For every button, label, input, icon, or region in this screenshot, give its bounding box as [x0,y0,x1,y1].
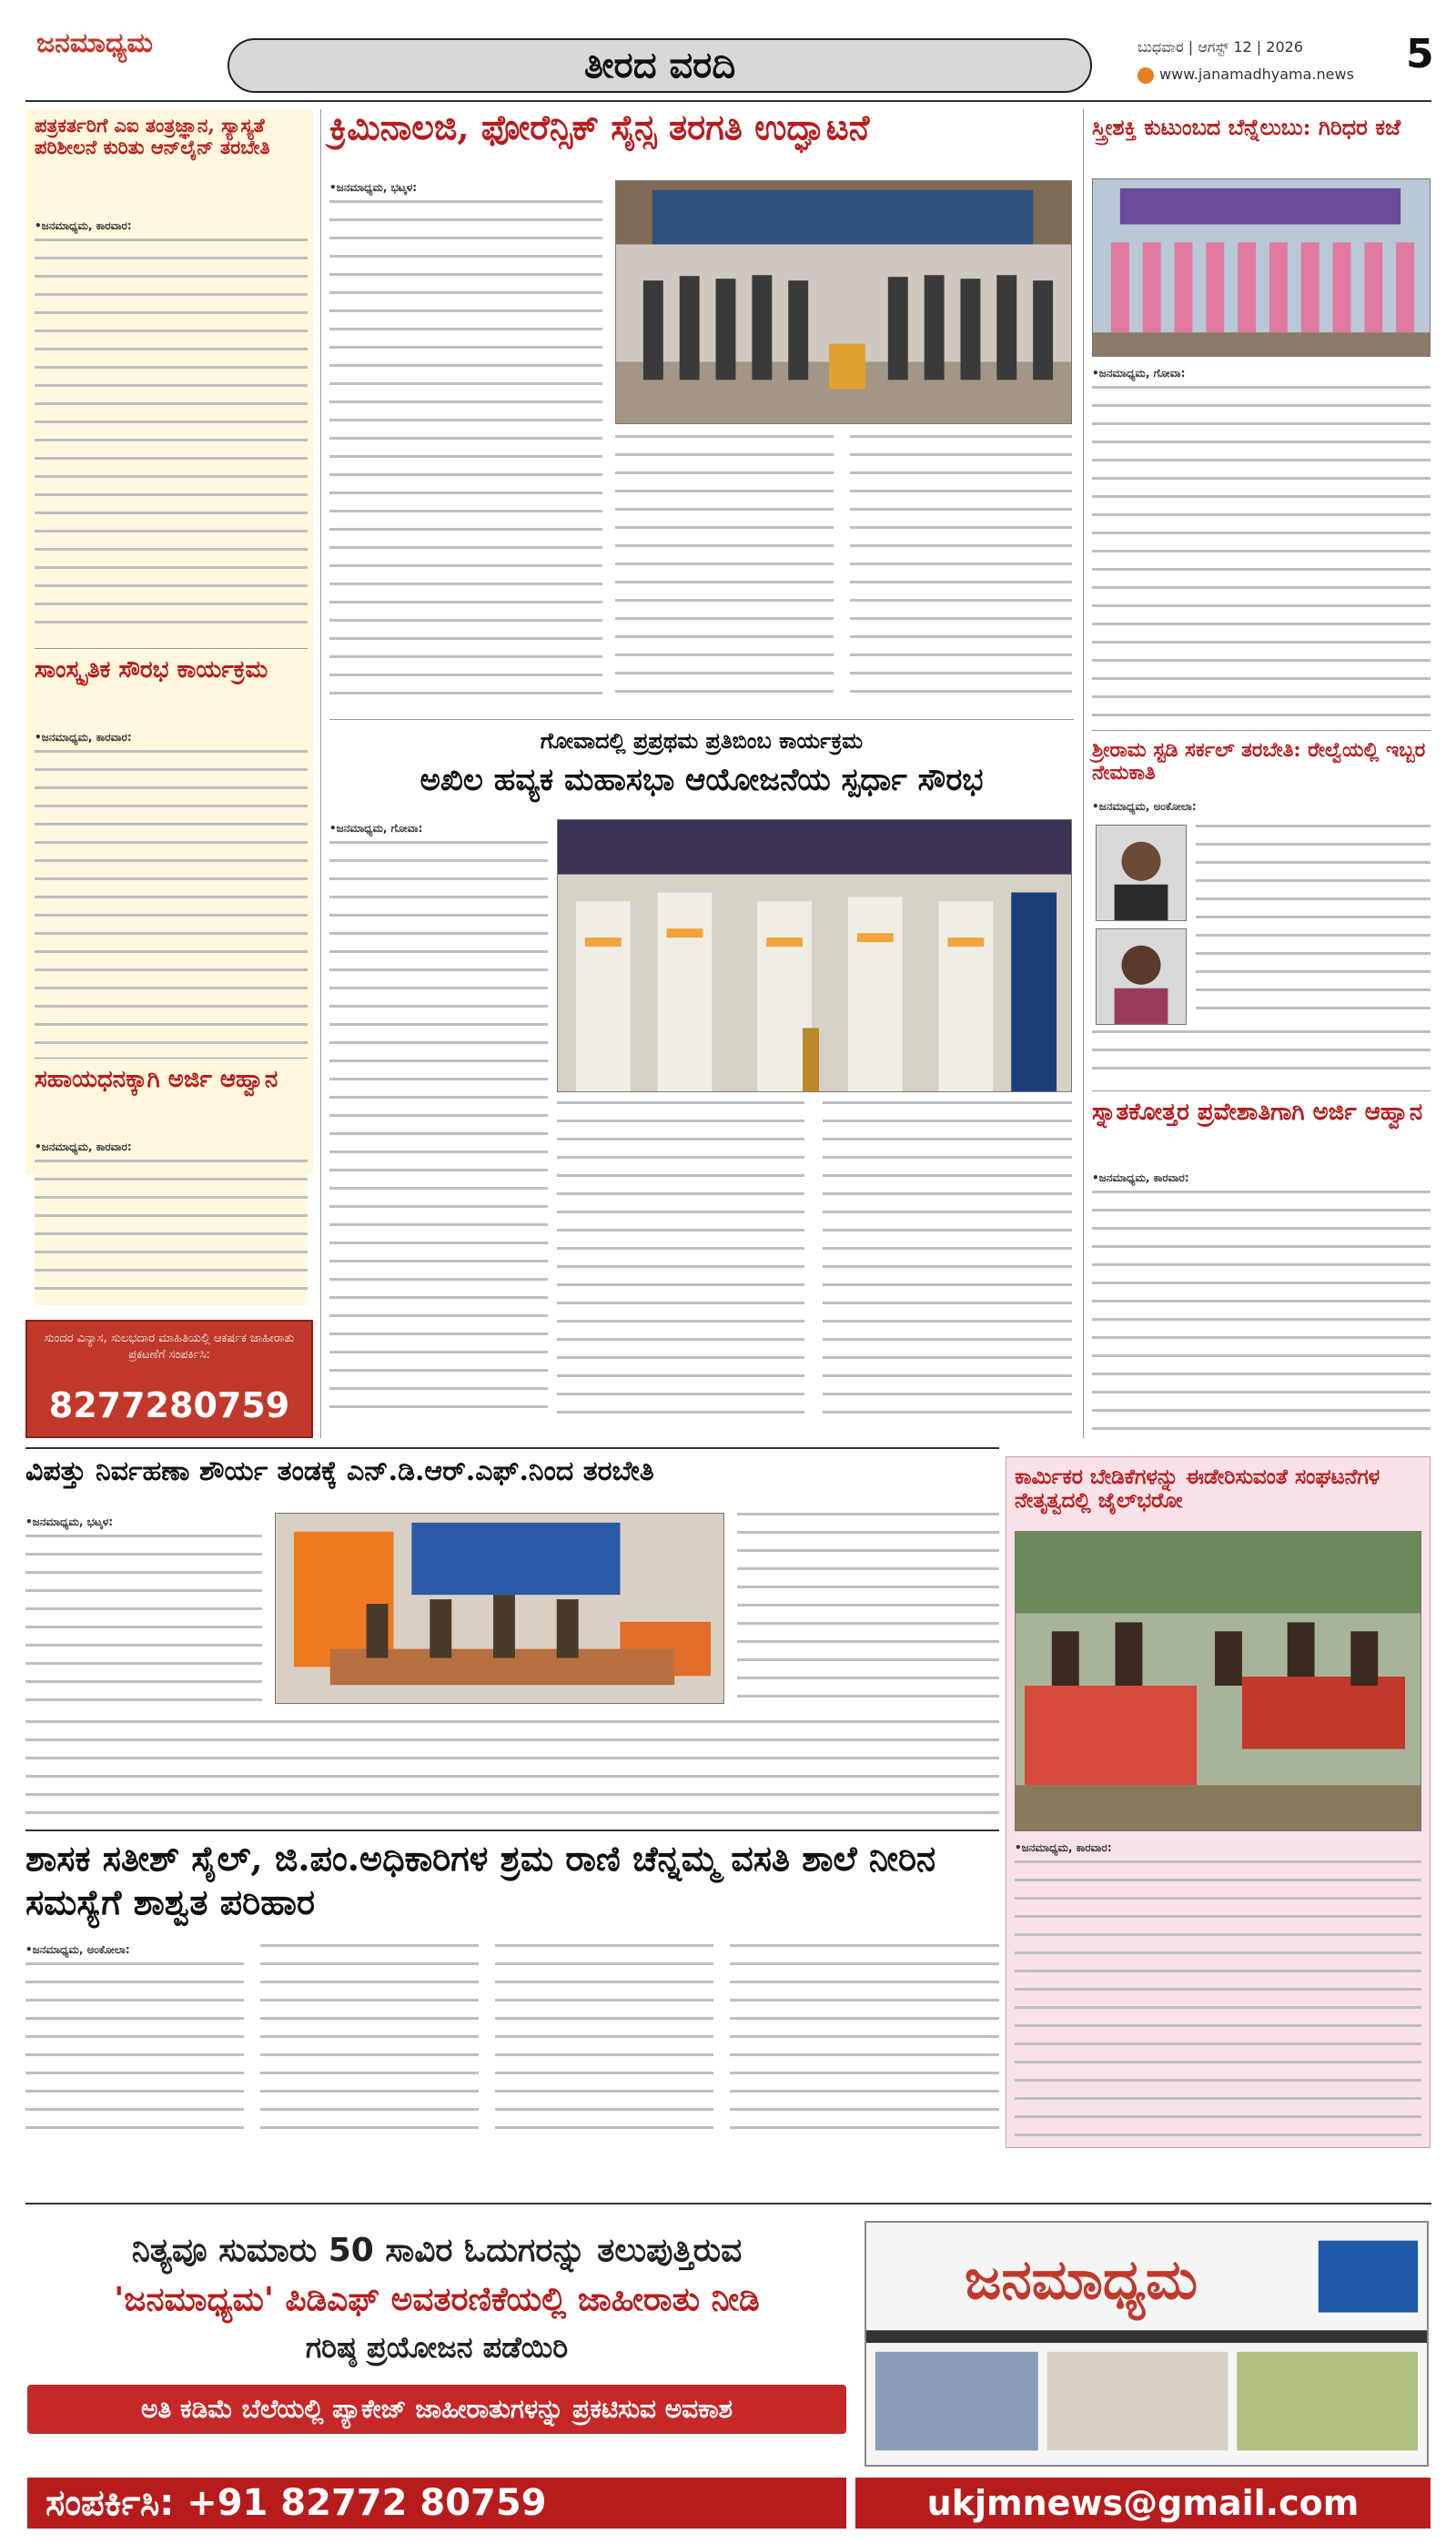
headline-forensic: ಕ್ರಿಮಿನಾಲಜಿ, ಫೋರೆನ್ಸಿಕ್ ಸೈನ್ಸ ತರಗತಿ ಉದ್ಘಾಟನೆ [329,106,870,147]
article-body-ndrf-2 [737,1513,999,1713]
headline-aid: ಸಹಾಯಧನಕ್ಕಾಗಿ ಅರ್ಜಿ ಆಹ್ವಾನ [35,1066,278,1093]
masthead-logo: ಜನಮಾಧ್ಯಮ [36,27,154,59]
article-body-sriram [1196,825,1431,1025]
article-body-aid [35,1160,308,1305]
article-body-havyaka-3 [823,1101,1072,1429]
article-body-jail-bharo [1015,1860,1421,2139]
ad-email[interactable]: ukjmnews@gmail.com [926,2483,1360,2523]
dateline-pg-admission: •ಜನಮಾಧ್ಯಮ, ಕಾರವಾರ: [1092,1171,1189,1184]
headline-havyaka: ಅಖಿಲ ಹವ್ಯಕ ಮಹಾಸಭಾ ಆಯೋಜನೆಯ ಸ್ಪರ್ಧಾ ಸೌರಭ [420,762,984,798]
article-body-ai-training [35,238,308,639]
dateline-ai-training: •ಜನಮಾಧ್ಯಮ, ಕಾರವಾರ: [35,219,132,232]
divider [35,1058,308,1059]
website-text: www.janamadhyama.news [1159,66,1354,83]
article-body-forensic [329,200,602,710]
article-body-pg-admission [1092,1191,1431,1436]
ad-line-benefit: ಗರಿಷ್ಠ ಪ್ರಯೋಜನ ಪಡೆಯಿರಿ [305,2330,569,2365]
ad-line-pdf: 'ಜನಮಾಧ್ಯಮ' ಪಿಡಿಎಫ್ ಅವತರಣಿಕೆಯಲ್ಲಿ ಜಾಹೀರಾತು ನೀಡಿ [114,2281,760,2318]
divider [329,719,1074,720]
article-body-ndrf [25,1535,262,1717]
photo-stree-shakti [1092,178,1431,357]
article-body-mla-1 [25,1962,244,2144]
article-body-mla-3 [495,1944,713,2144]
photo-havyaka-lamp [557,819,1072,1092]
dateline-havyaka: •ಜನಮಾಧ್ಯಮ, ಗೋವಾ: [329,822,423,835]
photo-jail-bharo [1015,1531,1421,1831]
photo-candidate-2 [1096,928,1187,1025]
headline-stree-shakti: ಸ್ತ್ರೀಶಕ್ತಿ ಕುಟುಂಬದ ಬೆನ್ನೆಲುಬು: ಗಿರಿಧರ ಕಜೆ [1092,114,1401,140]
headline-ai-training: ಪತ್ರಕರ್ತರಿಗೆ ಎಐ ತಂತ್ರಜ್ಞಾನ, ಸ್ಯಾಸ್ಯತೆ ಪರಿಶೀಲನೆ ಕುರಿತು ಆನ್‌ಲೈನ್ ತರಬೇತಿ [35,114,270,159]
article-body-havyaka [329,841,548,1424]
column-rule [1083,109,1084,1438]
section-rule [25,1829,999,1831]
dateline-forensic: •ಜನಮಾಧ್ಯಮ, ಭಟ್ಕಳ: [329,181,418,194]
photo-forensic-group [615,180,1072,424]
dateline-mla: •ಜನಮಾಧ್ಯಮ, ಅಂಕೋಲಾ: [25,1943,130,1956]
page-number: 5 [1406,31,1434,77]
masthead-rule [25,100,1431,102]
article-body-sriram-2 [1092,1030,1431,1085]
dateline-sriram: •ಜನಮಾಧ್ಯಮ, ಅಂಕೋಲಾ: [1092,800,1197,813]
article-body-stree-shakti [1092,386,1431,719]
globe-icon [1138,67,1154,84]
dateline-jail-bharo: •ಜನಮಾಧ್ಯಮ, ಕಾರವಾರ: [1015,1841,1112,1854]
divider [1092,1090,1431,1091]
article-body-forensic-2 [615,435,834,708]
headline-sriram: ಶ್ರೀರಾಮ ಸ್ಟಡಿ ಸರ್ಕಲ್ ತರಬೇತಿ: ರೇಲ್ವೆಯಲ್ಲಿ ಇಬ್ಬರ ನೇಮಕಾತಿ [1092,738,1426,785]
headline-ndrf: ವಿಪತ್ತು ನಿರ್ವಹಣಾ ಶೌರ್ಯ ತಂಡಕ್ಕೆ ಎನ್.ಡಿ.ಆರ್.ಎಫ್.ನಿಂದ ತರಬೇತಿ [25,1455,654,1487]
article-body-ndrf-3 [25,1720,999,1820]
article-body-mla-4 [730,1944,999,2144]
section-rule [25,2203,1431,2204]
ad-line-reach: ನಿತ್ಯವೂ ಸುಮಾರು 50 ಸಾವಿರ ಓದುಗರನ್ನು ತಲುಪುತ್ತಿರುವ [131,2232,743,2269]
dateline-stree-shakti: •ಜನಮಾಧ್ಯಮ, ಗೋವಾ: [1092,367,1186,380]
divider [1092,730,1431,731]
divider [35,648,308,649]
ad-highlight-text: ಅತಿ ಕಡಿಮೆ ಬೆಲೆಯಲ್ಲಿ ಪ್ಯಾಕೇಜ್ ಜಾಹೀರಾತುಗಳನ್ನು ಪ್ರಕಟಿಸುವ ಅವಕಾಶ [140,2394,733,2424]
column-rule [320,109,321,1438]
section-rule [25,1447,999,1449]
dateline-aid: •ಜನಮಾಧ್ಯಮ, ಕಾರವಾರ: [35,1140,132,1153]
photo-candidate-1 [1096,825,1187,921]
article-body-forensic-3 [850,435,1072,708]
article-body-culture [35,750,308,1050]
small-ad-phone[interactable]: 8277280759 [48,1385,290,1425]
section-title: ತೀರದ ವರದಿ [583,44,736,86]
ad-contact-phone[interactable]: ಸಂಪರ್ಕಿಸಿ: +91 82772 80759 [46,2482,547,2524]
website-link[interactable] [1138,66,1354,84]
headline-jail-bharo: ಕಾರ್ಮಿಕರ ಬೇಡಿಕೆಗಳನ್ನು ಈಡೇರಿಸುವಂತೆ ಸಂಘಟನೆಗಳ ನೇತೃತ್ವದಲ್ಲಿ ಜೈಲ್‌ಭರೋ [1015,1465,1380,1514]
photo-ndrf-stage [275,1513,724,1704]
article-body-mla-2 [260,1944,479,2144]
headline-pg-admission: ಸ್ನಾತಕೋತ್ತರ ಪ್ರವೇಶಾತಿಗಾಗಿ ಅರ್ಜಿ ಆಹ್ವಾನ [1092,1099,1423,1126]
headline-culture: ಸಾಂಸ್ಕೃತಿಕ ಸೌರಭ ಕಾರ್ಯಕ್ರಮ [35,656,268,684]
mini-paper-logo: ಜನಮಾಧ್ಯಮ [965,2248,1198,2312]
edition-date: ಬುಧವಾರ | ಆಗಸ್ಟ್ 12 | 2026 [1138,38,1303,56]
article-body-havyaka-2 [557,1101,804,1429]
small-ad-note: ಸುಂದರ ವಿನ್ಯಾಸ, ಸುಲಭದಾರ ಮಾಹಿತಿಯಲ್ಲಿ ಆಕರ್ಷಕ ಜಾಹೀರಾತು ಪ್ರಕಟಣೆಗೆ ಸಂಪರ್ಕಿಸಿ: [44,1332,295,1362]
headline-mla: ಶಾಸಕ ಸತೀಶ್ ಸೈಲ್, ಜಿ.ಪಂ.ಅಧಿಕಾರಿಗಳ ಶ್ರಮ ರಾಣಿ ಚೆನ್ನಮ್ಮ ವಸತಿ ಶಾಲೆ ನೀರಿನ ಸಮಸ್ಯೆಗೆ ಶಾಶ್ವತ ಪರಿಹಾರ [25,1838,936,1922]
kicker-havyaka: ಗೋವಾದಲ್ಲಿ ಪ್ರಪ್ರಥಮ ಪ್ರತಿಬಿಂಬ ಕಾರ್ಯಕ್ರಮ [540,727,864,754]
dateline-ndrf: •ಜನಮಾಧ್ಯಮ, ಭಟ್ಕಳ: [25,1515,114,1528]
dateline-culture: •ಜನಮಾಧ್ಯಮ, ಕಾರವಾರ: [35,731,132,744]
